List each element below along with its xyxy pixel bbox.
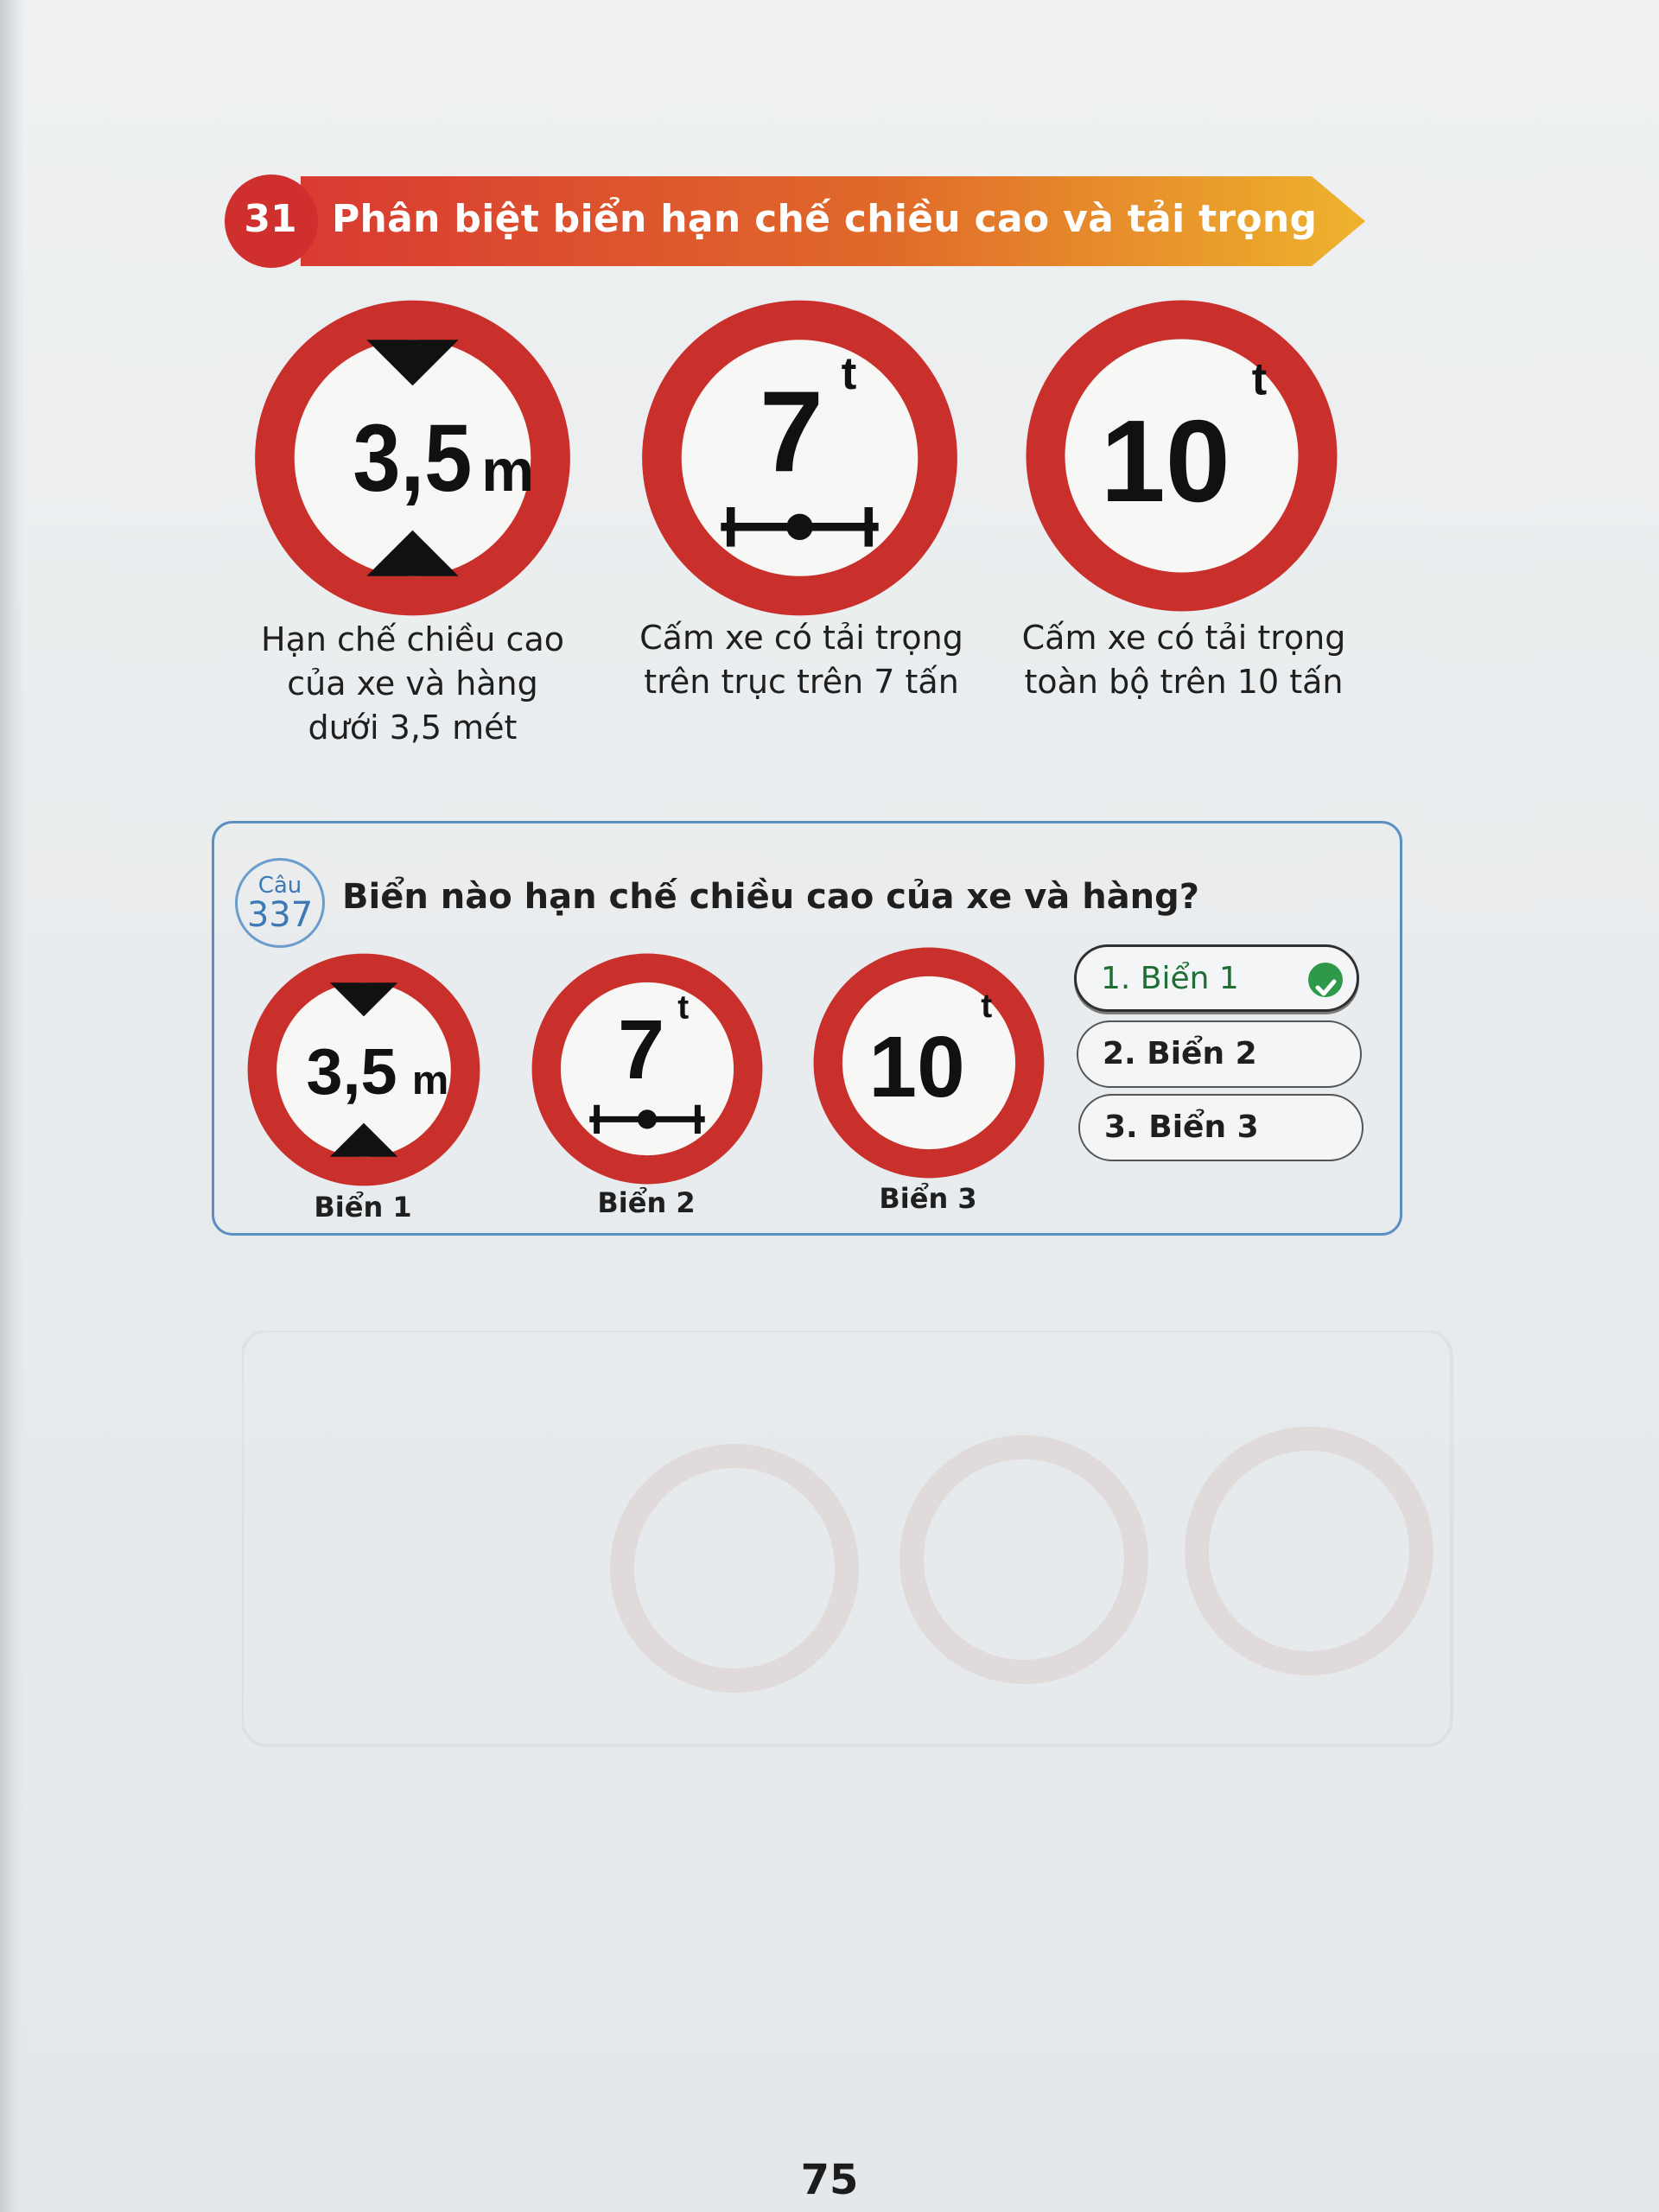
height-limit-sign [246, 294, 579, 622]
caption-line: toàn bộ trên 10 tấn [1024, 663, 1344, 701]
answer-option-2-label: 2. Biển 2 [1103, 1036, 1257, 1071]
sign-1-caption [233, 618, 592, 750]
answer-option-2[interactable] [1077, 1020, 1362, 1088]
question-sign-3 [809, 943, 1049, 1183]
sign-3-unit: t [1251, 353, 1268, 405]
answer-option-3-label: 3. Biển 3 [1104, 1109, 1259, 1145]
section-title: Phân biệt biển hạn chế chiều cao và tải trọng [332, 197, 1318, 241]
check-icon [1308, 963, 1343, 997]
total-weight-sign [1020, 294, 1344, 618]
question-sign-2-unit: t [677, 988, 690, 1027]
caption-line: trên trục trên 7 tấn [644, 663, 959, 701]
question-text: Biển nào hạn chế chiều cao của xe và hàng? [342, 877, 1199, 917]
question-sign-2-main: 7 [617, 1002, 665, 1097]
sign-2-main-text: 7 [760, 368, 823, 497]
caption-line: Cấm xe có tải trọng [1021, 619, 1346, 657]
question-sign-3-main: 10 [868, 1018, 965, 1116]
sign-1-unit: m [481, 438, 535, 504]
caption-line: Hạn chế chiều cao [261, 620, 564, 658]
answer-option-1[interactable] [1074, 944, 1359, 1012]
question-box [212, 821, 1402, 1236]
caption-line: dưới 3,5 mét [308, 709, 518, 747]
section-header [223, 173, 1368, 270]
sign-label-2: Biển 2 [597, 1186, 696, 1219]
page-number: 75 [800, 2156, 859, 2204]
answer-option-3[interactable] [1078, 1094, 1363, 1161]
caption-line: của xe và hàng [287, 664, 538, 702]
question-sign-1 [243, 949, 485, 1191]
section-number: 31 [244, 197, 297, 241]
caption-line: Cấm xe có tải trọng [639, 619, 963, 657]
answer-option-1-label: 1. Biển 1 [1101, 961, 1239, 996]
axle-weight-sign [633, 294, 966, 622]
sign-3-main-text: 10 [1100, 396, 1230, 526]
question-sign-3-unit: t [981, 988, 993, 1026]
sign-1-main-text: 3,5 [353, 405, 473, 512]
bleed-through-decoration [242, 1331, 1469, 1763]
sign-2-unit: t [841, 348, 857, 400]
sign-3-caption [1002, 616, 1365, 704]
sign-label-1: Biển 1 [314, 1191, 412, 1224]
question-sign-2 [527, 949, 767, 1189]
question-badge-label: Câu [257, 873, 302, 899]
question-sign-1-unit: m [411, 1058, 449, 1103]
question-number: 337 [246, 895, 314, 935]
sign-2-caption [618, 616, 985, 704]
page-edge [0, 0, 24, 2212]
question-badge [235, 858, 325, 948]
sign-label-3: Biển 3 [879, 1182, 977, 1215]
question-sign-1-main: 3,5 [306, 1036, 397, 1109]
